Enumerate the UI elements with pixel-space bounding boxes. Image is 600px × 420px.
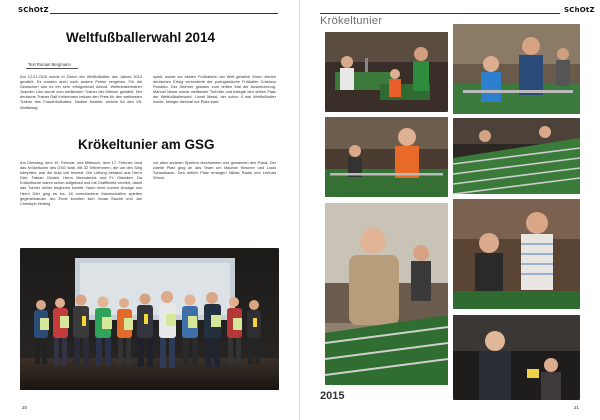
author-underline <box>26 68 78 69</box>
group-photo-winners <box>20 248 279 390</box>
photo-foosball-closeup-image <box>453 118 580 194</box>
page-title: Krökeltunier <box>320 15 383 27</box>
magazine-logo-right: SChOtZ <box>564 6 595 14</box>
photo-award-ceremony <box>453 315 580 400</box>
article-title-kroekeltunier: Krökeltunier am GSG <box>78 137 215 152</box>
year-label: 2015 <box>320 390 345 402</box>
article2-column-2: vor allen anderen Spielern durchsetzen und gewannen den Pokal. Der zweite Platz ging an das Team um Maurice Kirscher und Louis Schwabauer. Den dritten Platz errangen Niklas Radal und Lennart Wrock. <box>153 160 276 181</box>
header-rule-right <box>320 13 560 14</box>
group-photo-image <box>20 248 279 390</box>
photo-two-boys <box>453 199 580 309</box>
header-rule <box>50 13 278 14</box>
photo-two-boys-image <box>453 199 580 309</box>
article-title-weltfussballerwahl: Weltfußballerwahl 2014 <box>66 30 216 45</box>
photo-orange-shirt-player-image <box>325 117 448 197</box>
page-number-right: 21 <box>574 405 580 410</box>
right-page <box>300 0 600 420</box>
magazine-logo: SChOtZ <box>18 6 49 14</box>
article1-column-1: Am 12.01.2015 wurde in Zürich der Weltfußballer des Jahres 2014 gewählt. Es wurden auch noch andere Preise vergeben. Für die Deutschen war es ein sehr erfolgreicher Abend. Weltmeistertrainer Joachim Löw wurde zum weltbesten Trainer der Männer gewählt. Der deutsche Trainer Ralf Kellermann bekam den Preis für den weltbesten Trainer des Frauenfußballes. Nadine Kessler, welche für den VfL Wolfsburg <box>20 74 142 110</box>
article1-column-2: spielt, wurde zur besten Fußballerin der Welt gewählt. Einen vierten deutschen Erfolg verhinderte der portugiesische Fußballer Cristiano Ronaldo. Der Stürmer gewann zum dritten Mal die Auszeichnung. Manuel Neuer wurde weltbester Torhüter und belegte den dritten Platz der Weltfußballerwahl. Lionel Messi, der schon 4 mal Weltfußballer wurde, belegte diesmal nur Platz zwei. <box>153 74 276 105</box>
photo-teacher-playing-image <box>325 203 448 385</box>
photo-boys-playing <box>453 24 580 114</box>
photo-award-ceremony-image <box>453 315 580 400</box>
photo-foosball-hall-image <box>325 32 448 112</box>
article-author: Text Roman Bergmann <box>28 62 71 67</box>
photo-foosball-hall <box>325 32 448 112</box>
photo-foosball-closeup <box>453 118 580 194</box>
photo-boys-playing-image <box>453 24 580 114</box>
article2-column-1: Am Dienstag, dem 10. Februar, und Mittwoch, dem 17. Februar, fand das Krökeltunier des GSG statt. Mit 32 Teilnehmern, die um den Sieg kämpften, war die Aula voll besetzt. Die Leitung bestand aus Herrn Dörr, Fabian Glodek, Herrn Meenderink und Fr. Glandien. Da Krökeltische waren schon aufgebaut und mit Graffitinetz verziert, damit das Turnier sicher beginnen konnte. Nach einer kurzen Ansage von Herrn Dörr ging es los. 16 verschiedene Mannschaften spielten gegeneinander. Am Ende konnten sich Jonas Stache und Jan Christoph Hellwig <box>20 160 142 206</box>
photo-orange-shirt-player <box>325 117 448 197</box>
photo-teacher-playing <box>325 203 448 385</box>
page-number-left: 20 <box>22 405 28 410</box>
